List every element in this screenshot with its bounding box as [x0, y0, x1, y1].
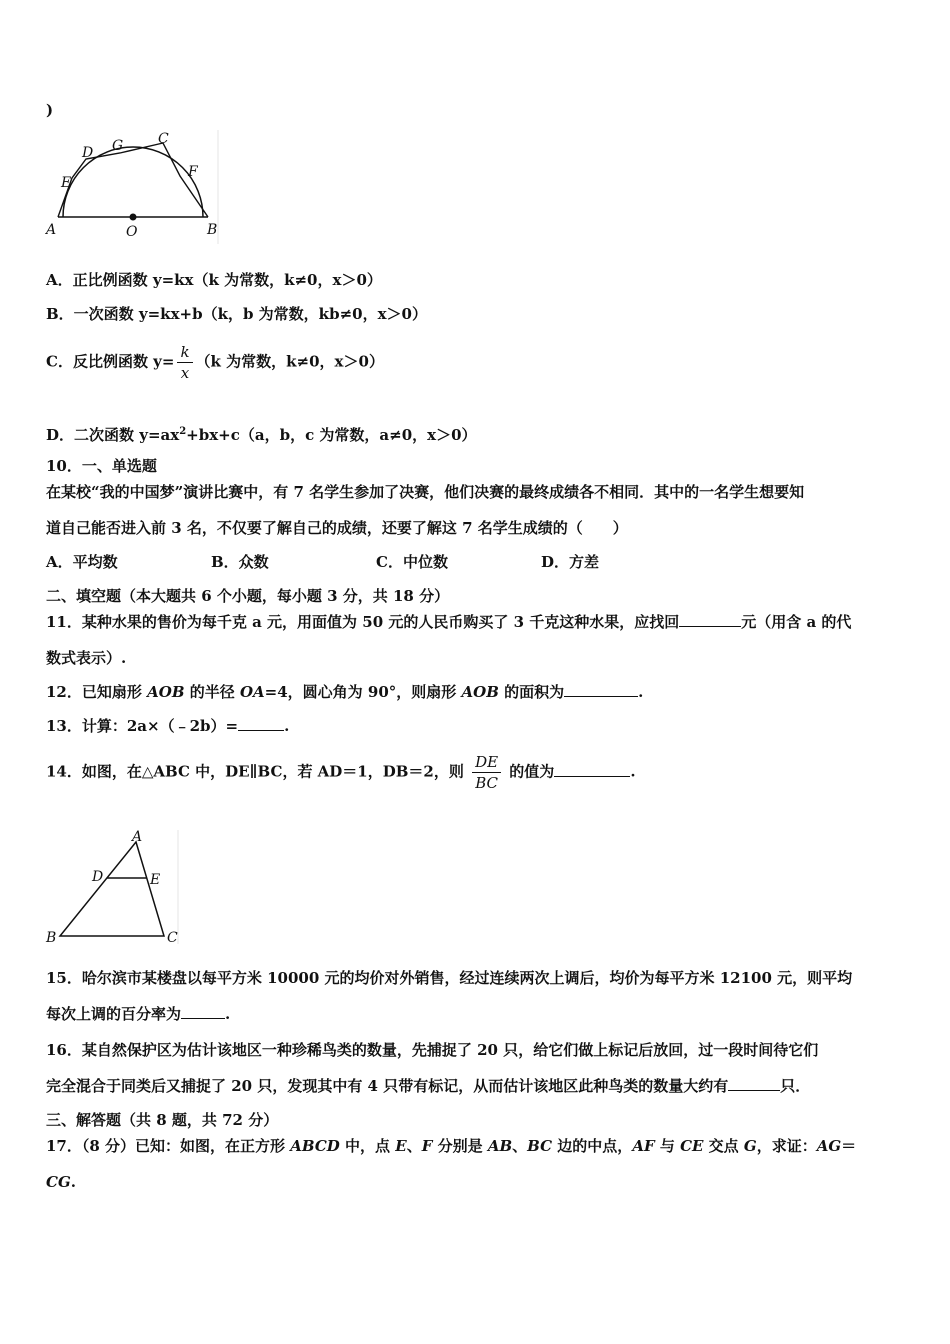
label-D: D	[92, 869, 104, 885]
label-G: G	[112, 138, 124, 154]
q10-option-c: C．中位数	[376, 553, 448, 571]
q10-option-d: D．方差	[541, 553, 600, 571]
answer-blank	[728, 1076, 780, 1091]
q16-line1: 16．某自然保护区为估计该地区一种珍稀鸟类的数量，先捕捉了 20 只，给它们做上标记后放回，过一段时间待它们	[46, 1041, 819, 1059]
q10-text-line1: 在某校“我的中国梦”演讲比赛中，有 7 名学生参加了决赛，他们决赛的最终成绩各不相同．其中的一名学生想要知	[46, 483, 805, 501]
center-point	[130, 214, 137, 221]
semicircle-figure	[40, 126, 225, 244]
prev-question-tail: )	[46, 101, 54, 119]
outer-polygon	[58, 143, 208, 217]
section-2-heading: 二、填空题（本大题共 6 个小题，每小题 3 分，共 18 分）	[46, 587, 450, 605]
q10-option-a: A．平均数	[46, 553, 118, 571]
q9-option-b: B．一次函数 y=kx+b（k，b 为常数，kb≠0，x＞0）	[46, 305, 427, 323]
q13: 13．计算：2a×（﹣2b）= .	[46, 717, 290, 735]
label-E: E	[61, 175, 72, 191]
q17-line2: CG.	[46, 1173, 76, 1191]
label-F: F	[188, 164, 198, 180]
section-3-heading: 三、解答题（共 8 题，共 72 分）	[46, 1111, 279, 1129]
triangle-figure	[40, 826, 190, 948]
answer-blank	[181, 1004, 225, 1019]
answer-blank	[238, 716, 284, 731]
label-A: A	[46, 222, 57, 238]
q15-line1: 15．哈尔滨市某楼盘以每平方米 10000 元的均价对外销售，经过连续两次上调后，均价为每平方米 12100 元，则平均	[46, 969, 853, 987]
q14: 14．如图，在△ABC 中，DE∥BC，若 AD＝1，DB＝2，则 $\frac{DE}{BC}$ 的值为 .	[46, 753, 636, 792]
label-A: A	[132, 829, 143, 845]
label-B: B	[207, 222, 218, 238]
answer-blank	[554, 762, 630, 777]
q10-heading: 10．一、单选题	[46, 457, 157, 475]
label-C: C	[158, 131, 169, 147]
answer-blank	[679, 612, 741, 627]
triangle-abc	[60, 842, 164, 936]
fraction-de-over-bc: $\frac{DE}{BC}$	[472, 752, 501, 793]
fraction-k-over-x: $\frac{k}{x}$	[177, 342, 192, 383]
label-C: C	[167, 930, 178, 946]
label-E: E	[150, 872, 161, 888]
q11-line2: 数式表示）.	[46, 649, 127, 667]
q9-option-c: C．反比例函数 y= $\frac{k}{x}$ （k 为常数，k≠0，x＞0）	[46, 343, 384, 382]
label-B: B	[46, 930, 57, 946]
q16-line2: 完全混合于同类后又捕捉了 20 只，发现其中有 4 只带有标记，从而估计该地区此种鸟类的数量大约有 只．	[46, 1077, 811, 1095]
label-D: D	[82, 145, 94, 161]
q15-line2: 每次上调的百分率为 .	[46, 1005, 231, 1023]
q10-option-b: B．众数	[211, 553, 269, 571]
q12: 12．已知扇形 AOB 的半径 OA=4，圆心角为 90°，则扇形 AOB 的面积为 .	[46, 683, 644, 701]
answer-blank	[564, 682, 638, 697]
q9-option-a: A．正比例函数 y=kx（k 为常数，k≠0，x＞0）	[46, 271, 382, 289]
label-O: O	[126, 224, 138, 240]
q9-option-d: D．二次函数 $y=ax^2+bx+c(a$，b，c 为常数，a≠0，x＞0）	[46, 426, 477, 444]
q17-line1: 17．（8 分）已知：如图，在正方形 ABCD 中，点 E、F 分别是 AB、BC 边的中点，AF 与 CE 交点 G，求证：AG＝	[46, 1137, 857, 1155]
q10-text-line2: 道自己能否进入前 3 名，不仅要了解自己的成绩，还要了解这 7 名学生成绩的（ ）	[46, 519, 628, 537]
q11-line1: 11．某种水果的售价为每千克 a 元，用面值为 50 元的人民币购买了 3 千克这种水果，应找回 元（用含 a 的代	[46, 613, 852, 631]
